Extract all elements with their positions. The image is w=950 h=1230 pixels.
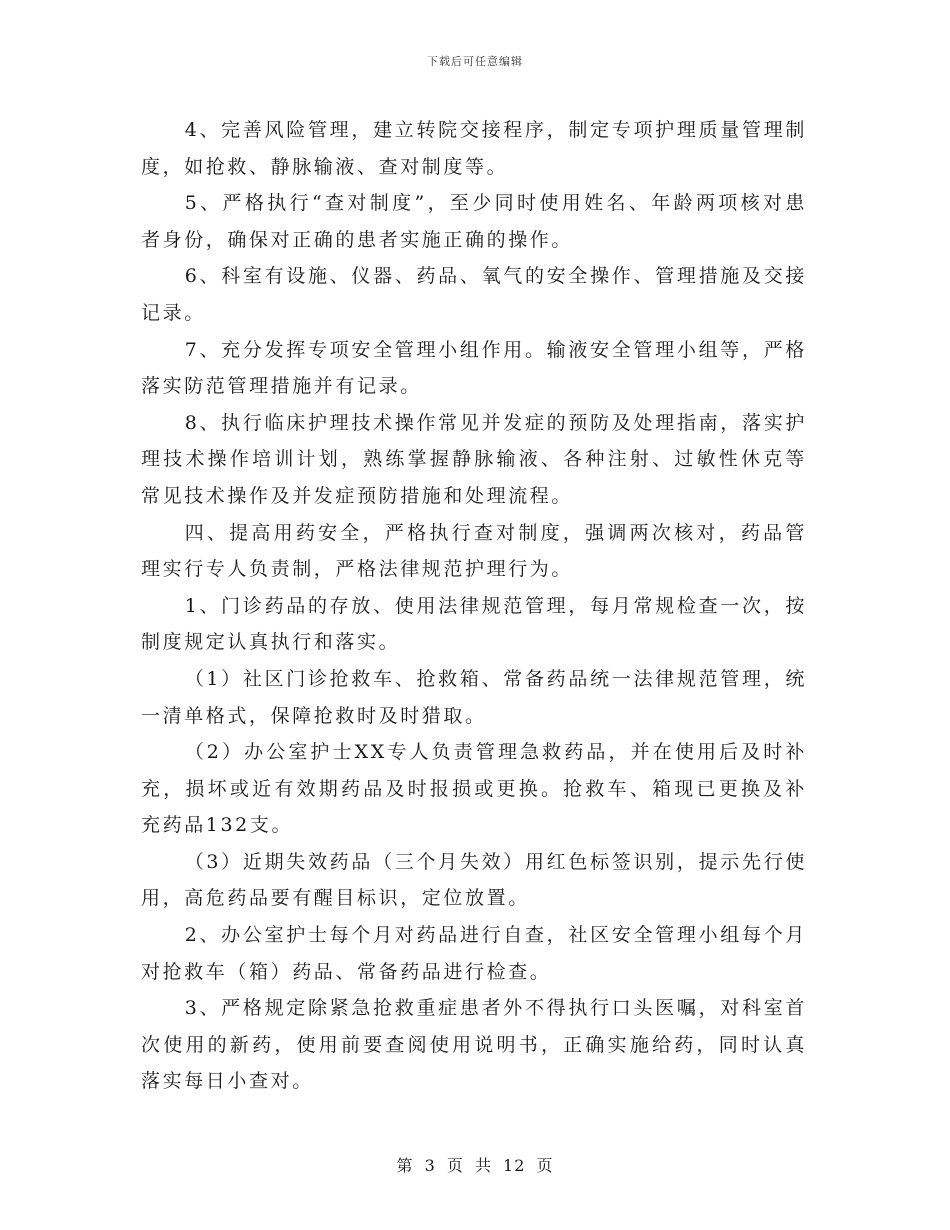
subitem-1: （1）社区门诊抢救车、抢救箱、常备药品统一法律规范管理，统一清单格式，保障抢救时及时猎取。 xyxy=(141,667,807,727)
page-header-note: 下载后可任意编辑 xyxy=(427,55,523,68)
paragraph-item-6: 6、科室有设施、仪器、药品、氧气的安全操作、管理措施及交接记录。 xyxy=(141,265,807,324)
document-body xyxy=(141,112,807,1100)
subitem-3: （3）近期失效药品（三个月失效）用红色标签识别，提示先行使用，高危药品要有醒目标识，定位放置。 xyxy=(141,850,807,910)
section-heading-four: 四、提高用药安全，严格执行查对制度，强调两次核对，药品管理实行专人负责制，严格法律规范护理行为。 xyxy=(141,521,807,581)
paragraph-item-1: 1、门诊药品的存放、使用法律规范管理，每月常规检查一次，按制度规定认真执行和落实。 xyxy=(141,594,807,654)
paragraph-item-7: 7、充分发挥专项安全管理小组作用。输液安全管理小组等，严格落实防范管理措施并有记录。 xyxy=(141,338,807,398)
paragraph-item-2: 2、办公室护士每个月对药品进行自查，社区安全管理小组每个月对抢救车（箱）药品、常备药品进行检查。 xyxy=(141,924,807,983)
subitem-2: （2）办公室护士XX专人负责管理急救药品，并在使用后及时补充，损坏或近有效期药品及时报损或更换。抢救车、箱现已更换及补充药品132支。 xyxy=(141,741,807,837)
paragraph-item-4: 4、完善风险管理，建立转院交接程序，制定专项护理质量管理制度，如抢救、静脉输液、查对制度等。 xyxy=(141,119,807,178)
page-number-footer: 第 3 页 共 12 页 xyxy=(396,1156,554,1175)
paragraph-item-5: 5、严格执行“查对制度”，至少同时使用姓名、年龄两项核对患者身份，确保对正确的患者实施正确的操作。 xyxy=(141,192,807,251)
paragraph-item-8: 8、执行临床护理技术操作常见并发症的预防及处理指南，落实护理技术操作培训计划，熟练掌握静脉输液、各种注射、过敏性休克等常见技术操作及并发症预防措施和处理流程。 xyxy=(141,411,807,507)
paragraph-item-3: 3、严格规定除紧急抢救重症患者外不得执行口头医嘱，对科室首次使用的新药，使用前要查阅使用说明书，正确实施给药，同时认真落实每日小查对。 xyxy=(141,997,807,1093)
